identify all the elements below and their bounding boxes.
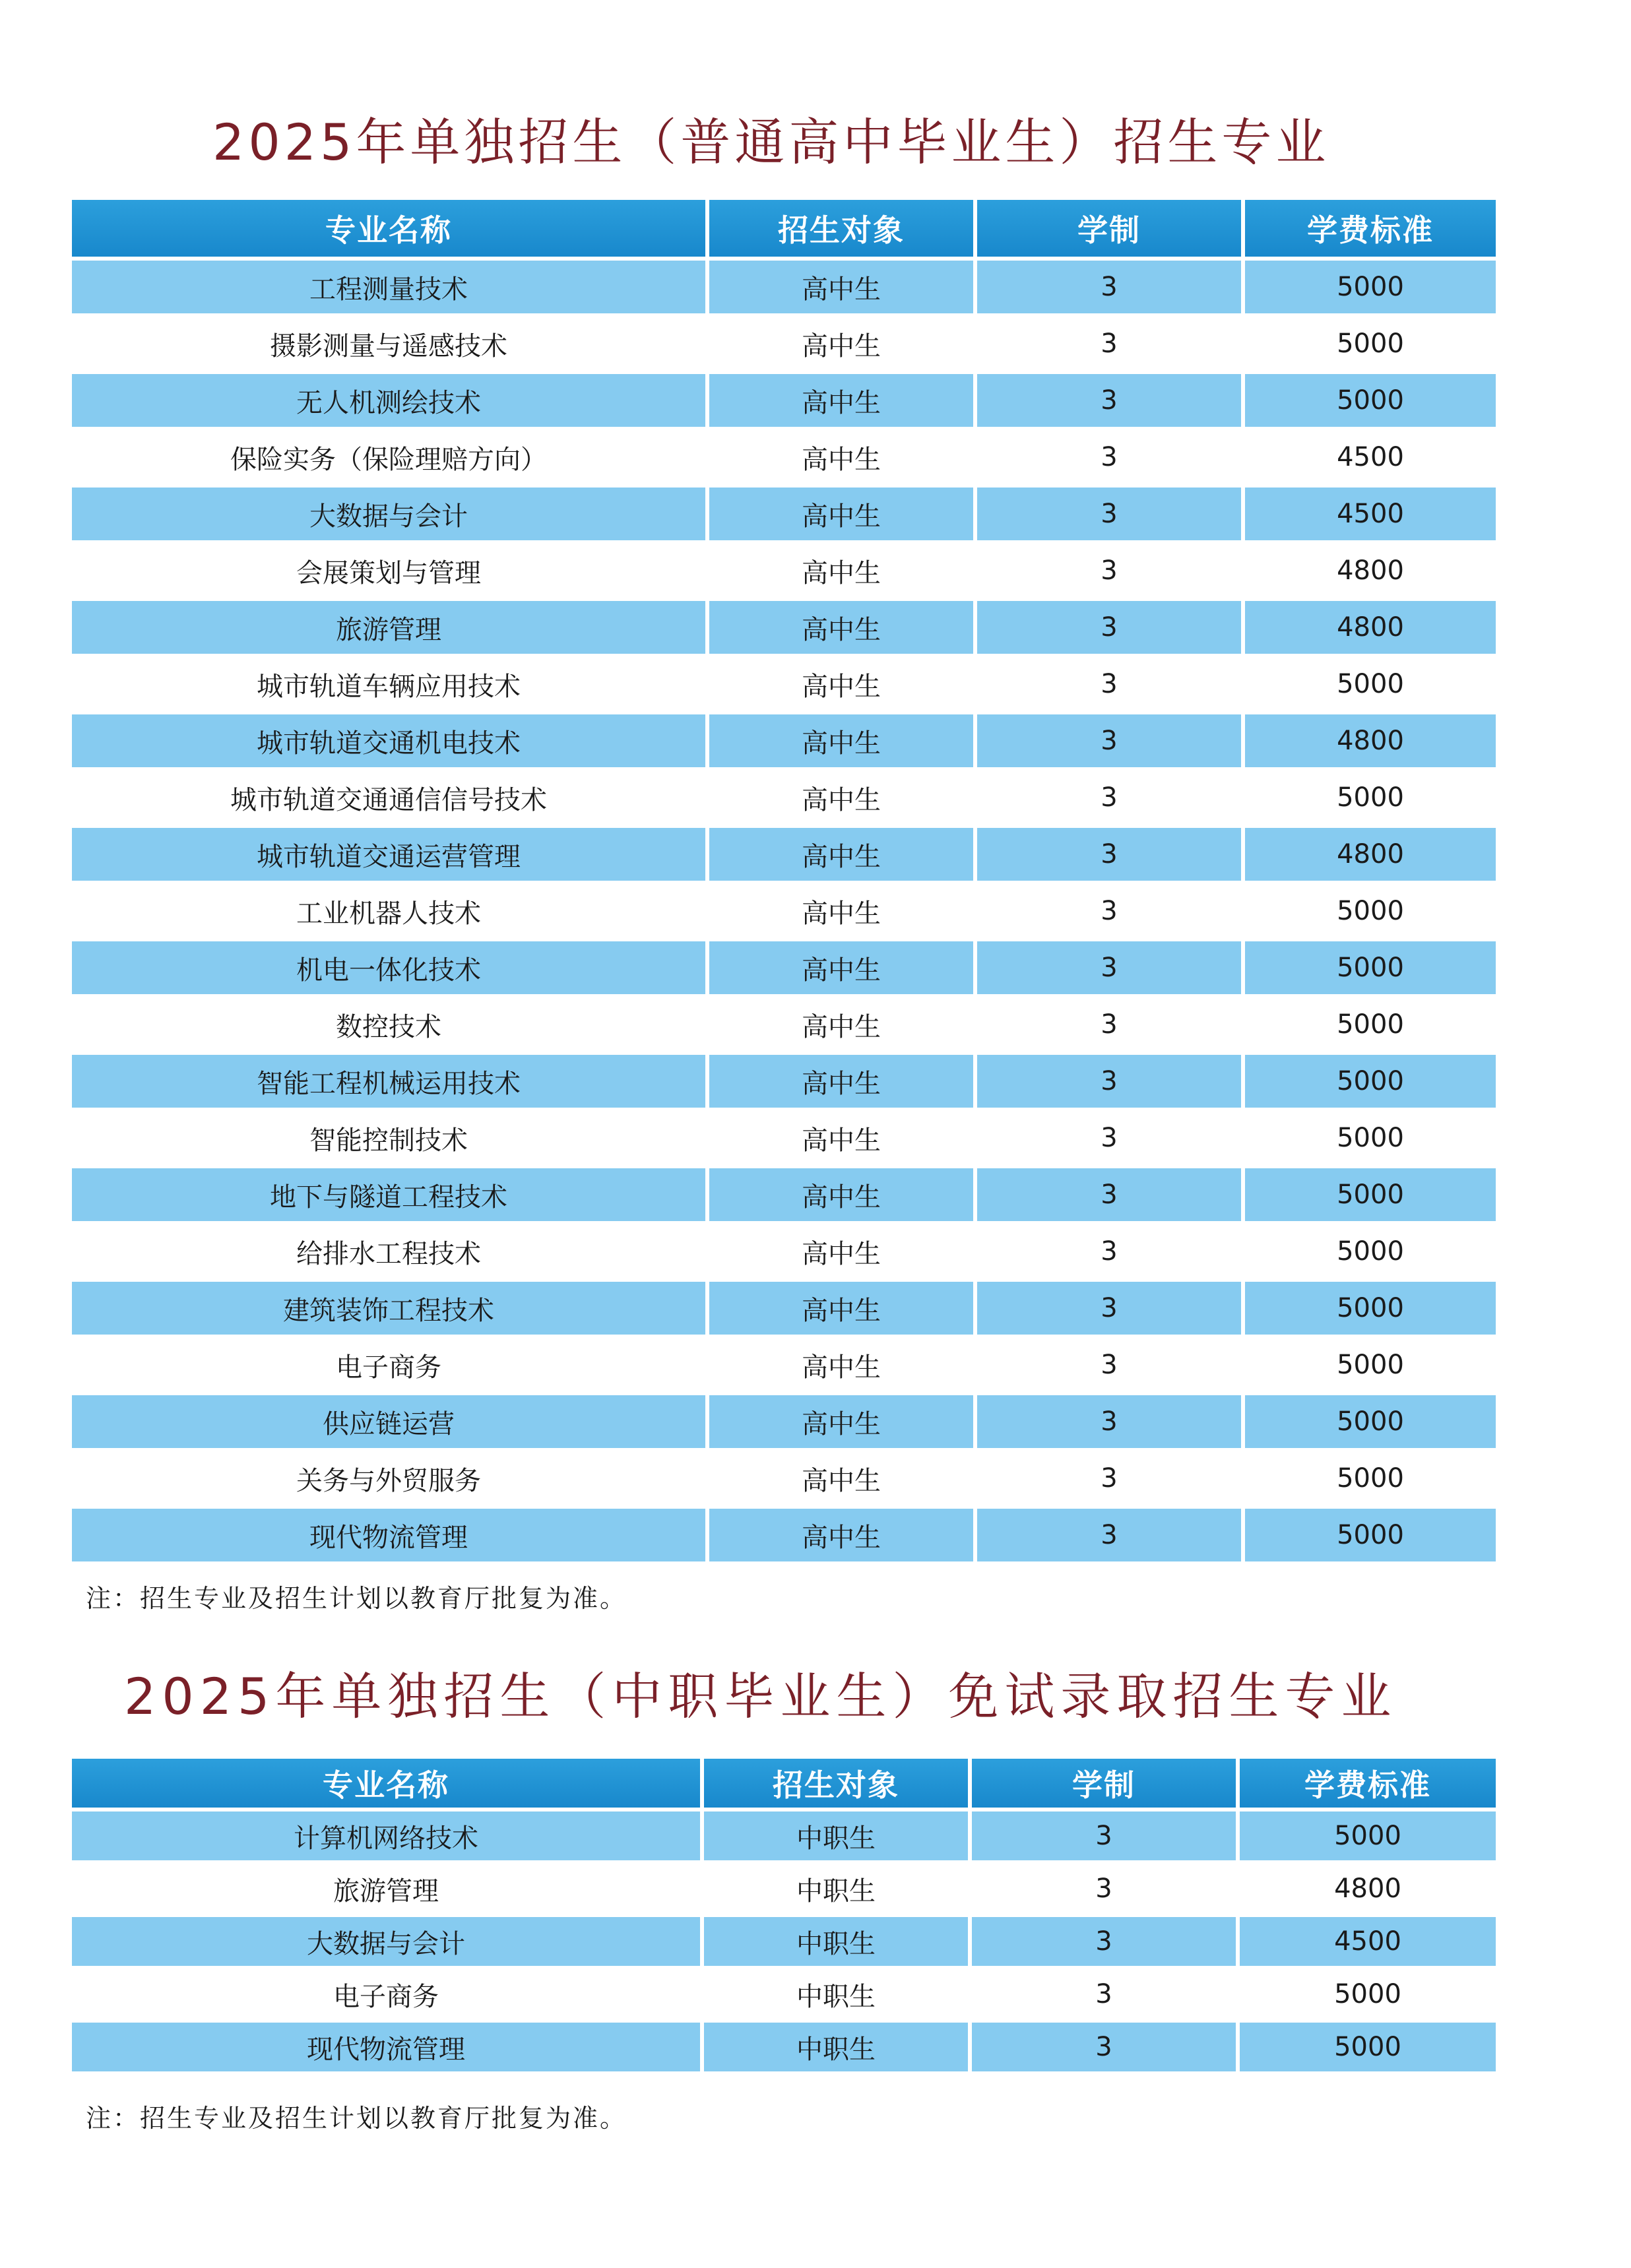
cell-target-students: 高中生 bbox=[709, 658, 973, 710]
cell-target-students: 高中生 bbox=[709, 544, 973, 597]
cell-target-students: 中职生 bbox=[704, 1970, 968, 2019]
cell-tuition: 5000 bbox=[1245, 658, 1496, 710]
cell-major-name: 地下与隧道工程技术 bbox=[72, 1168, 705, 1221]
cell-target-students: 高中生 bbox=[709, 374, 973, 427]
cell-program-length: 3 bbox=[977, 714, 1241, 767]
cell-program-length: 3 bbox=[977, 317, 1241, 370]
cell-target-students: 高中生 bbox=[709, 885, 973, 937]
table-row bbox=[72, 1395, 1496, 1448]
cell-tuition: 4500 bbox=[1240, 1917, 1496, 1966]
cell-major-name: 智能控制技术 bbox=[72, 1112, 705, 1164]
cell-major-name: 无人机测绘技术 bbox=[72, 374, 705, 427]
header-major-name: 专业名称 bbox=[72, 200, 705, 257]
header-target-students: 招生对象 bbox=[704, 1759, 968, 1808]
header-target-students: 招生对象 bbox=[709, 200, 973, 257]
section1-note: 注：招生专业及招生计划以教育厅批复为准。 bbox=[86, 1584, 627, 1613]
cell-tuition: 5000 bbox=[1245, 1509, 1496, 1561]
cell-tuition: 5000 bbox=[1245, 261, 1496, 313]
cell-target-students: 高中生 bbox=[709, 1339, 973, 1391]
cell-program-length: 3 bbox=[977, 1452, 1241, 1505]
cell-target-students: 高中生 bbox=[709, 998, 973, 1051]
cell-target-students: 高中生 bbox=[709, 941, 973, 994]
cell-tuition: 4800 bbox=[1245, 601, 1496, 654]
table-row bbox=[72, 1811, 1496, 1860]
table-row bbox=[72, 374, 1496, 427]
cell-tuition: 5000 bbox=[1245, 374, 1496, 427]
cell-major-name: 现代物流管理 bbox=[72, 2023, 700, 2071]
cell-target-students: 高中生 bbox=[709, 1509, 973, 1561]
cell-major-name: 计算机网络技术 bbox=[72, 1811, 700, 1860]
table-row bbox=[72, 998, 1496, 1051]
cell-tuition: 5000 bbox=[1245, 771, 1496, 824]
cell-major-name: 保险实务（保险理赔方向） bbox=[72, 431, 705, 484]
cell-target-students: 高中生 bbox=[709, 1112, 973, 1164]
cell-target-students: 中职生 bbox=[704, 2023, 968, 2071]
cell-program-length: 3 bbox=[977, 1168, 1241, 1221]
cell-program-length: 3 bbox=[977, 658, 1241, 710]
header-tuition: 学费标准 bbox=[1240, 1759, 1496, 1808]
cell-tuition: 5000 bbox=[1245, 317, 1496, 370]
cell-major-name: 旅游管理 bbox=[72, 1864, 700, 1913]
header-major-name: 专业名称 bbox=[72, 1759, 700, 1808]
cell-tuition: 4800 bbox=[1245, 714, 1496, 767]
table-row bbox=[72, 1339, 1496, 1391]
cell-program-length: 3 bbox=[977, 1509, 1241, 1561]
section2-title: 2025年单独招生（中职毕业生）免试录取招生专业 bbox=[124, 1667, 1397, 1726]
cell-major-name: 大数据与会计 bbox=[72, 488, 705, 540]
cell-tuition: 4800 bbox=[1245, 544, 1496, 597]
cell-tuition: 5000 bbox=[1240, 2023, 1496, 2071]
cell-major-name: 城市轨道交通机电技术 bbox=[72, 714, 705, 767]
cell-tuition: 5000 bbox=[1245, 1395, 1496, 1448]
cell-program-length: 3 bbox=[977, 885, 1241, 937]
cell-tuition: 5000 bbox=[1245, 941, 1496, 994]
cell-program-length: 3 bbox=[972, 2023, 1236, 2071]
cell-program-length: 3 bbox=[977, 828, 1241, 881]
cell-major-name: 智能工程机械运用技术 bbox=[72, 1055, 705, 1108]
cell-target-students: 高中生 bbox=[709, 714, 973, 767]
cell-target-students: 高中生 bbox=[709, 1282, 973, 1335]
cell-program-length: 3 bbox=[972, 1811, 1236, 1860]
cell-major-name: 工业机器人技术 bbox=[72, 885, 705, 937]
cell-tuition: 4500 bbox=[1245, 488, 1496, 540]
cell-program-length: 3 bbox=[977, 488, 1241, 540]
regular-highschool-majors-table bbox=[68, 196, 1500, 1565]
cell-tuition: 5000 bbox=[1245, 1282, 1496, 1335]
cell-tuition: 5000 bbox=[1245, 1168, 1496, 1221]
cell-major-name: 大数据与会计 bbox=[72, 1917, 700, 1966]
cell-tuition: 5000 bbox=[1245, 1225, 1496, 1278]
cell-major-name: 旅游管理 bbox=[72, 601, 705, 654]
cell-major-name: 机电一体化技术 bbox=[72, 941, 705, 994]
table-row bbox=[72, 1452, 1496, 1505]
table-row bbox=[72, 1112, 1496, 1164]
table-row bbox=[72, 658, 1496, 710]
table-row bbox=[72, 1509, 1496, 1561]
cell-program-length: 3 bbox=[977, 601, 1241, 654]
cell-target-students: 高中生 bbox=[709, 261, 973, 313]
table-row bbox=[72, 941, 1496, 994]
cell-tuition: 5000 bbox=[1245, 1112, 1496, 1164]
table-header-row bbox=[72, 200, 1496, 257]
table-row bbox=[72, 431, 1496, 484]
cell-target-students: 高中生 bbox=[709, 1055, 973, 1108]
cell-program-length: 3 bbox=[977, 261, 1241, 313]
cell-program-length: 3 bbox=[977, 771, 1241, 824]
cell-tuition: 4800 bbox=[1240, 1864, 1496, 1913]
header-tuition: 学费标准 bbox=[1245, 200, 1496, 257]
cell-major-name: 城市轨道交通运营管理 bbox=[72, 828, 705, 881]
table-row bbox=[72, 601, 1496, 654]
vocational-majors-table bbox=[68, 1755, 1500, 2075]
cell-target-students: 高中生 bbox=[709, 828, 973, 881]
cell-target-students: 高中生 bbox=[709, 317, 973, 370]
cell-major-name: 电子商务 bbox=[72, 1339, 705, 1391]
cell-major-name: 建筑装饰工程技术 bbox=[72, 1282, 705, 1335]
cell-tuition: 5000 bbox=[1245, 1339, 1496, 1391]
cell-target-students: 高中生 bbox=[709, 431, 973, 484]
cell-tuition: 5000 bbox=[1245, 998, 1496, 1051]
cell-target-students: 高中生 bbox=[709, 1168, 973, 1221]
table-row bbox=[72, 1225, 1496, 1278]
cell-program-length: 3 bbox=[977, 1055, 1241, 1108]
cell-major-name: 工程测量技术 bbox=[72, 261, 705, 313]
cell-major-name: 数控技术 bbox=[72, 998, 705, 1051]
table-row bbox=[72, 2023, 1496, 2071]
table-row bbox=[72, 1282, 1496, 1335]
cell-program-length: 3 bbox=[972, 1970, 1236, 2019]
table-body bbox=[72, 1811, 1496, 2071]
table-row bbox=[72, 317, 1496, 370]
cell-program-length: 3 bbox=[972, 1864, 1236, 1913]
cell-major-name: 供应链运营 bbox=[72, 1395, 705, 1448]
cell-tuition: 5000 bbox=[1245, 1452, 1496, 1505]
cell-target-students: 高中生 bbox=[709, 1395, 973, 1448]
cell-tuition: 5000 bbox=[1245, 1055, 1496, 1108]
header-program-length: 学制 bbox=[972, 1759, 1236, 1808]
table-row bbox=[72, 261, 1496, 313]
cell-target-students: 高中生 bbox=[709, 1225, 973, 1278]
cell-program-length: 3 bbox=[977, 1282, 1241, 1335]
cell-tuition: 5000 bbox=[1240, 1811, 1496, 1860]
cell-program-length: 3 bbox=[977, 1112, 1241, 1164]
table-row bbox=[72, 1055, 1496, 1108]
table-row bbox=[72, 1917, 1496, 1966]
cell-program-length: 3 bbox=[977, 544, 1241, 597]
section2-note: 注：招生专业及招生计划以教育厅批复为准。 bbox=[86, 2104, 627, 2133]
header-program-length: 学制 bbox=[977, 200, 1241, 257]
cell-target-students: 中职生 bbox=[704, 1917, 968, 1966]
cell-tuition: 5000 bbox=[1245, 885, 1496, 937]
table-row bbox=[72, 885, 1496, 937]
table-row bbox=[72, 1864, 1496, 1913]
cell-major-name: 关务与外贸服务 bbox=[72, 1452, 705, 1505]
section1-title: 2025年单独招生（普通高中毕业生）招生专业 bbox=[212, 113, 1330, 172]
cell-program-length: 3 bbox=[977, 1339, 1241, 1391]
cell-program-length: 3 bbox=[977, 998, 1241, 1051]
cell-target-students: 中职生 bbox=[704, 1811, 968, 1860]
cell-program-length: 3 bbox=[977, 374, 1241, 427]
table-row bbox=[72, 1168, 1496, 1221]
cell-tuition: 4800 bbox=[1245, 828, 1496, 881]
cell-target-students: 高中生 bbox=[709, 1452, 973, 1505]
cell-program-length: 3 bbox=[977, 1395, 1241, 1448]
cell-major-name: 摄影测量与遥感技术 bbox=[72, 317, 705, 370]
cell-major-name: 给排水工程技术 bbox=[72, 1225, 705, 1278]
cell-major-name: 电子商务 bbox=[72, 1970, 700, 2019]
cell-program-length: 3 bbox=[972, 1917, 1236, 1966]
cell-major-name: 城市轨道车辆应用技术 bbox=[72, 658, 705, 710]
cell-tuition: 5000 bbox=[1240, 1970, 1496, 2019]
table-row bbox=[72, 771, 1496, 824]
cell-target-students: 中职生 bbox=[704, 1864, 968, 1913]
cell-program-length: 3 bbox=[977, 1225, 1241, 1278]
cell-major-name: 会展策划与管理 bbox=[72, 544, 705, 597]
cell-program-length: 3 bbox=[977, 941, 1241, 994]
table-body bbox=[72, 261, 1496, 1561]
table-row bbox=[72, 544, 1496, 597]
cell-target-students: 高中生 bbox=[709, 488, 973, 540]
table-row bbox=[72, 828, 1496, 881]
cell-tuition: 4500 bbox=[1245, 431, 1496, 484]
table-header-row bbox=[72, 1759, 1496, 1808]
cell-program-length: 3 bbox=[977, 431, 1241, 484]
table-row bbox=[72, 714, 1496, 767]
cell-major-name: 现代物流管理 bbox=[72, 1509, 705, 1561]
table-row bbox=[72, 1970, 1496, 2019]
cell-major-name: 城市轨道交通通信信号技术 bbox=[72, 771, 705, 824]
cell-target-students: 高中生 bbox=[709, 601, 973, 654]
cell-target-students: 高中生 bbox=[709, 771, 973, 824]
table-row bbox=[72, 488, 1496, 540]
